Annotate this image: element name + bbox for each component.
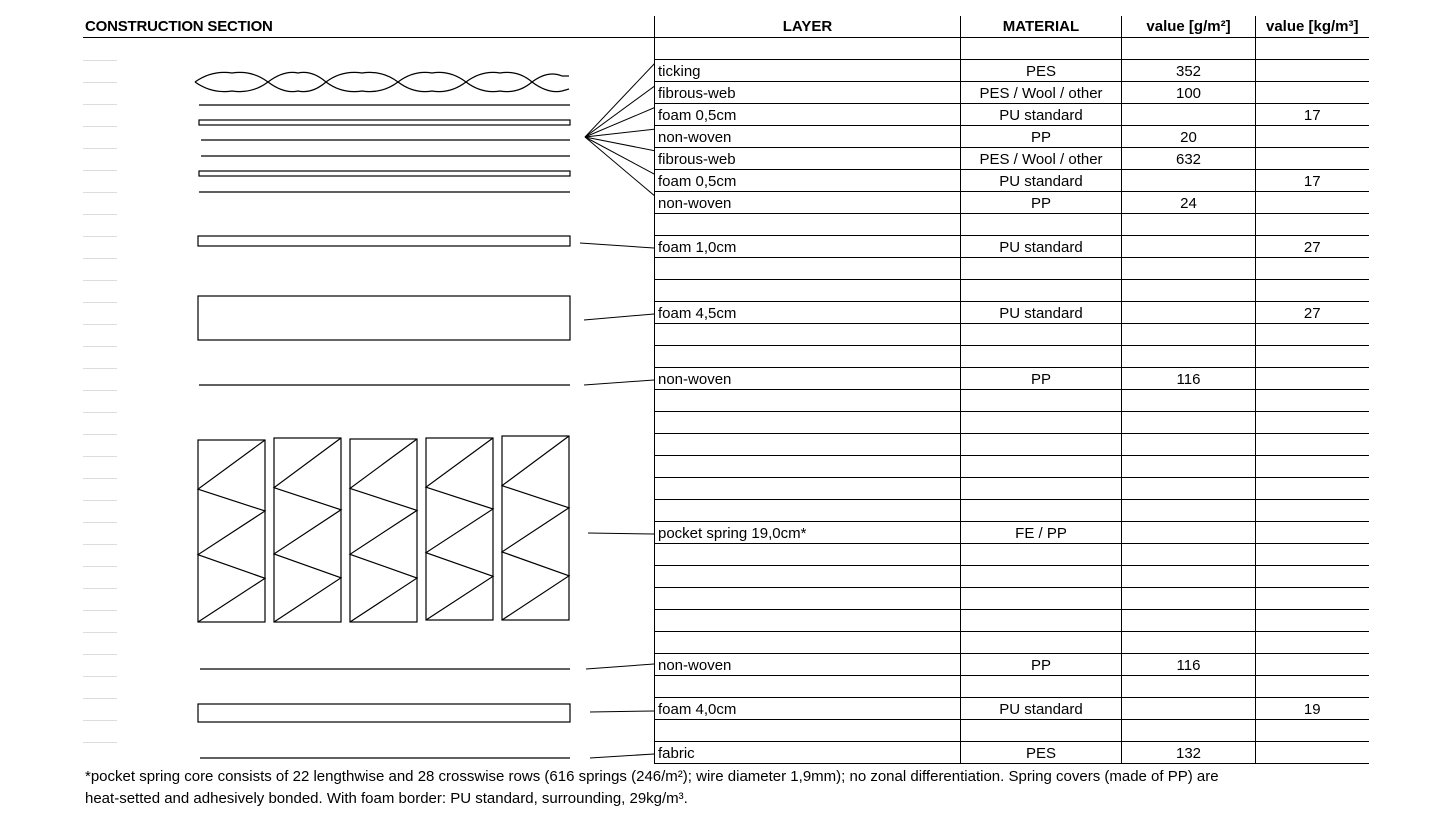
table-row xyxy=(655,280,1369,302)
gsm-cell xyxy=(1122,302,1256,324)
layer-cell xyxy=(655,324,961,346)
footnote-line-2: heat-setted and adhesively bonded. With foam border: PU standard, surrounding, 29kg/m³. xyxy=(85,790,688,807)
material-cell xyxy=(961,214,1122,236)
layer-cell: non-woven xyxy=(655,192,961,214)
material-cell: PES / Wool / other xyxy=(961,148,1122,170)
table-row xyxy=(655,588,1369,610)
material-cell: PU standard xyxy=(961,170,1122,192)
table-row xyxy=(655,654,1369,676)
gsm-cell xyxy=(1122,588,1256,610)
column-header-density: value [kg/m³] xyxy=(1256,16,1369,38)
material-cell: PP xyxy=(961,126,1122,148)
material-cell xyxy=(961,346,1122,368)
material-cell xyxy=(961,676,1122,698)
density-cell: 27 xyxy=(1256,302,1369,324)
column-header-gsm: value [g/m²] xyxy=(1122,16,1256,38)
spring-coil xyxy=(274,438,341,622)
gsm-cell xyxy=(1122,412,1256,434)
layer-cell: ticking xyxy=(655,60,961,82)
material-cell xyxy=(961,456,1122,478)
gsm-cell xyxy=(1122,522,1256,544)
foam-4-5-rect xyxy=(198,296,570,340)
density-cell xyxy=(1256,126,1369,148)
gsm-cell: 132 xyxy=(1122,742,1256,764)
layer-cell: foam 1,0cm xyxy=(655,236,961,258)
layer-cell xyxy=(655,346,961,368)
table-row xyxy=(655,192,1369,214)
layer-cell xyxy=(655,258,961,280)
leader-line xyxy=(590,754,654,758)
density-cell xyxy=(1256,522,1369,544)
layer-cell xyxy=(655,610,961,632)
gsm-cell xyxy=(1122,214,1256,236)
gsm-cell xyxy=(1122,280,1256,302)
pocket-spring xyxy=(426,438,493,620)
layer-cell: foam 4,0cm xyxy=(655,698,961,720)
density-cell xyxy=(1256,610,1369,632)
layer-cell xyxy=(655,38,961,60)
material-cell xyxy=(961,588,1122,610)
material-cell xyxy=(961,720,1122,742)
gsm-cell xyxy=(1122,38,1256,60)
density-cell xyxy=(1256,192,1369,214)
density-cell: 17 xyxy=(1256,104,1369,126)
layer-table xyxy=(654,16,1369,764)
gsm-cell xyxy=(1122,390,1256,412)
pocket-springs xyxy=(198,436,569,622)
layer-cell xyxy=(655,720,961,742)
layer-cell xyxy=(655,500,961,522)
density-cell xyxy=(1256,478,1369,500)
pocket-spring xyxy=(350,439,417,622)
material-cell: PES / Wool / other xyxy=(961,82,1122,104)
material-cell xyxy=(961,324,1122,346)
layer-cell xyxy=(655,544,961,566)
table-row xyxy=(655,522,1369,544)
layer-cell xyxy=(655,456,961,478)
material-cell: PU standard xyxy=(961,104,1122,126)
table-row xyxy=(655,148,1369,170)
gsm-cell xyxy=(1122,434,1256,456)
material-cell: PES xyxy=(961,60,1122,82)
density-cell xyxy=(1256,632,1369,654)
density-cell: 19 xyxy=(1256,698,1369,720)
leader-line xyxy=(588,533,654,534)
gsm-cell: 116 xyxy=(1122,368,1256,390)
ticking-wave-layer xyxy=(195,72,569,91)
gsm-cell: 352 xyxy=(1122,60,1256,82)
material-cell xyxy=(961,280,1122,302)
density-cell xyxy=(1256,654,1369,676)
leader-line xyxy=(584,314,654,320)
density-cell xyxy=(1256,434,1369,456)
spring-coil xyxy=(426,438,493,620)
material-cell xyxy=(961,566,1122,588)
section-title: CONSTRUCTION SECTION xyxy=(85,18,273,35)
density-cell xyxy=(1256,368,1369,390)
density-cell xyxy=(1256,258,1369,280)
density-cell xyxy=(1256,566,1369,588)
layer-cell: foam 4,5cm xyxy=(655,302,961,324)
layer-cell xyxy=(655,676,961,698)
density-cell xyxy=(1256,456,1369,478)
material-cell xyxy=(961,632,1122,654)
table-row xyxy=(655,258,1369,280)
column-header-layer: LAYER xyxy=(655,16,961,38)
layer-cell xyxy=(655,280,961,302)
foam-4-0-rect xyxy=(198,704,570,722)
layer-cell xyxy=(655,588,961,610)
gsm-cell xyxy=(1122,346,1256,368)
material-cell: PP xyxy=(961,654,1122,676)
table-row xyxy=(655,676,1369,698)
table-row xyxy=(655,698,1369,720)
table-row xyxy=(655,170,1369,192)
gsm-cell xyxy=(1122,236,1256,258)
pocket-spring xyxy=(198,440,265,622)
layer-cell xyxy=(655,390,961,412)
material-cell xyxy=(961,390,1122,412)
material-cell: PU standard xyxy=(961,236,1122,258)
density-cell xyxy=(1256,82,1369,104)
layer-cell xyxy=(655,478,961,500)
density-cell: 27 xyxy=(1256,236,1369,258)
gsm-cell: 20 xyxy=(1122,126,1256,148)
material-cell: PU standard xyxy=(961,698,1122,720)
leader-line xyxy=(586,664,654,669)
density-cell xyxy=(1256,214,1369,236)
gsm-cell xyxy=(1122,698,1256,720)
layer-cell xyxy=(655,412,961,434)
density-cell xyxy=(1256,390,1369,412)
footnote-line-1: *pocket spring core consists of 22 lengthwise and 28 crosswise rows (616 springs (246/m²); wire diameter 1,9mm); no zonal differentiation. Spring covers (made of PP) are xyxy=(85,768,1219,785)
table-row xyxy=(655,544,1369,566)
gsm-cell: 632 xyxy=(1122,148,1256,170)
table-row xyxy=(655,412,1369,434)
layer-cell: fabric xyxy=(655,742,961,764)
table-row xyxy=(655,302,1369,324)
table-row xyxy=(655,632,1369,654)
gsm-cell xyxy=(1122,500,1256,522)
table-row xyxy=(655,60,1369,82)
layer-cell xyxy=(655,566,961,588)
gsm-cell xyxy=(1122,170,1256,192)
material-cell: FE / PP xyxy=(961,522,1122,544)
fan-leaders xyxy=(585,62,654,197)
material-cell: PU standard xyxy=(961,302,1122,324)
spring-coil xyxy=(350,439,417,622)
gsm-cell xyxy=(1122,544,1256,566)
gsm-cell xyxy=(1122,720,1256,742)
layer-cell xyxy=(655,434,961,456)
table-row xyxy=(655,390,1369,412)
gsm-cell: 24 xyxy=(1122,192,1256,214)
gsm-cell xyxy=(1122,676,1256,698)
table-header-row xyxy=(655,16,1369,38)
material-cell: PP xyxy=(961,368,1122,390)
table-row xyxy=(655,236,1369,258)
table-row xyxy=(655,104,1369,126)
table-row xyxy=(655,434,1369,456)
material-cell xyxy=(961,500,1122,522)
table-row xyxy=(655,324,1369,346)
material-cell: PP xyxy=(961,192,1122,214)
table-row xyxy=(655,610,1369,632)
density-cell xyxy=(1256,324,1369,346)
spring-pocket xyxy=(198,440,265,622)
density-cell xyxy=(1256,346,1369,368)
material-cell xyxy=(961,258,1122,280)
layer-cell: foam 0,5cm xyxy=(655,104,961,126)
layer-cell: foam 0,5cm xyxy=(655,170,961,192)
gsm-cell xyxy=(1122,632,1256,654)
table-row xyxy=(655,38,1369,60)
foam-0-5-rect xyxy=(199,171,570,176)
layer-cell: fibrous-web xyxy=(655,82,961,104)
leader-line xyxy=(584,380,654,385)
column-header-material: MATERIAL xyxy=(961,16,1122,38)
density-cell xyxy=(1256,412,1369,434)
density-cell xyxy=(1256,500,1369,522)
foam-0-5-rect xyxy=(199,120,570,125)
density-cell xyxy=(1256,60,1369,82)
table-row xyxy=(655,742,1369,764)
table-row xyxy=(655,566,1369,588)
density-cell xyxy=(1256,544,1369,566)
density-cell xyxy=(1256,720,1369,742)
density-cell xyxy=(1256,38,1369,60)
density-cell: 17 xyxy=(1256,170,1369,192)
table-row xyxy=(655,720,1369,742)
material-cell xyxy=(961,544,1122,566)
density-cell xyxy=(1256,742,1369,764)
table-row xyxy=(655,368,1369,390)
spring-pocket xyxy=(426,438,493,620)
gsm-cell xyxy=(1122,258,1256,280)
construction-drawing xyxy=(0,0,654,766)
layer-cell: fibrous-web xyxy=(655,148,961,170)
density-cell xyxy=(1256,588,1369,610)
leader-line xyxy=(590,711,654,712)
density-cell xyxy=(1256,676,1369,698)
material-cell xyxy=(961,478,1122,500)
material-cell: PES xyxy=(961,742,1122,764)
material-cell xyxy=(961,412,1122,434)
spring-pocket xyxy=(502,436,569,620)
layer-cell: non-woven xyxy=(655,126,961,148)
layer-cell xyxy=(655,632,961,654)
spring-pocket xyxy=(350,439,417,622)
spring-coil xyxy=(198,440,265,622)
leader-line xyxy=(580,243,654,248)
table-row xyxy=(655,346,1369,368)
gsm-cell xyxy=(1122,104,1256,126)
table-row xyxy=(655,126,1369,148)
footnote xyxy=(85,766,1375,810)
layer-cell: pocket spring 19,0cm* xyxy=(655,522,961,544)
gsm-cell: 100 xyxy=(1122,82,1256,104)
gsm-cell xyxy=(1122,566,1256,588)
density-cell xyxy=(1256,280,1369,302)
spring-pocket xyxy=(274,438,341,622)
table-row xyxy=(655,82,1369,104)
table-row xyxy=(655,456,1369,478)
layer-cell xyxy=(655,214,961,236)
ticking-wave xyxy=(195,72,569,91)
gsm-cell xyxy=(1122,456,1256,478)
layer-cell: non-woven xyxy=(655,654,961,676)
ticking-wave xyxy=(195,72,569,91)
pocket-spring xyxy=(274,438,341,622)
material-cell xyxy=(961,38,1122,60)
layer-cell: non-woven xyxy=(655,368,961,390)
density-cell xyxy=(1256,148,1369,170)
gsm-cell: 116 xyxy=(1122,654,1256,676)
material-cell xyxy=(961,434,1122,456)
spring-coil xyxy=(502,436,569,620)
table-row xyxy=(655,500,1369,522)
gsm-cell xyxy=(1122,324,1256,346)
gsm-cell xyxy=(1122,610,1256,632)
table-row xyxy=(655,214,1369,236)
gsm-cell xyxy=(1122,478,1256,500)
pocket-spring xyxy=(502,436,569,620)
table-row xyxy=(655,478,1369,500)
foam-1-0-rect xyxy=(198,236,570,246)
material-cell xyxy=(961,610,1122,632)
